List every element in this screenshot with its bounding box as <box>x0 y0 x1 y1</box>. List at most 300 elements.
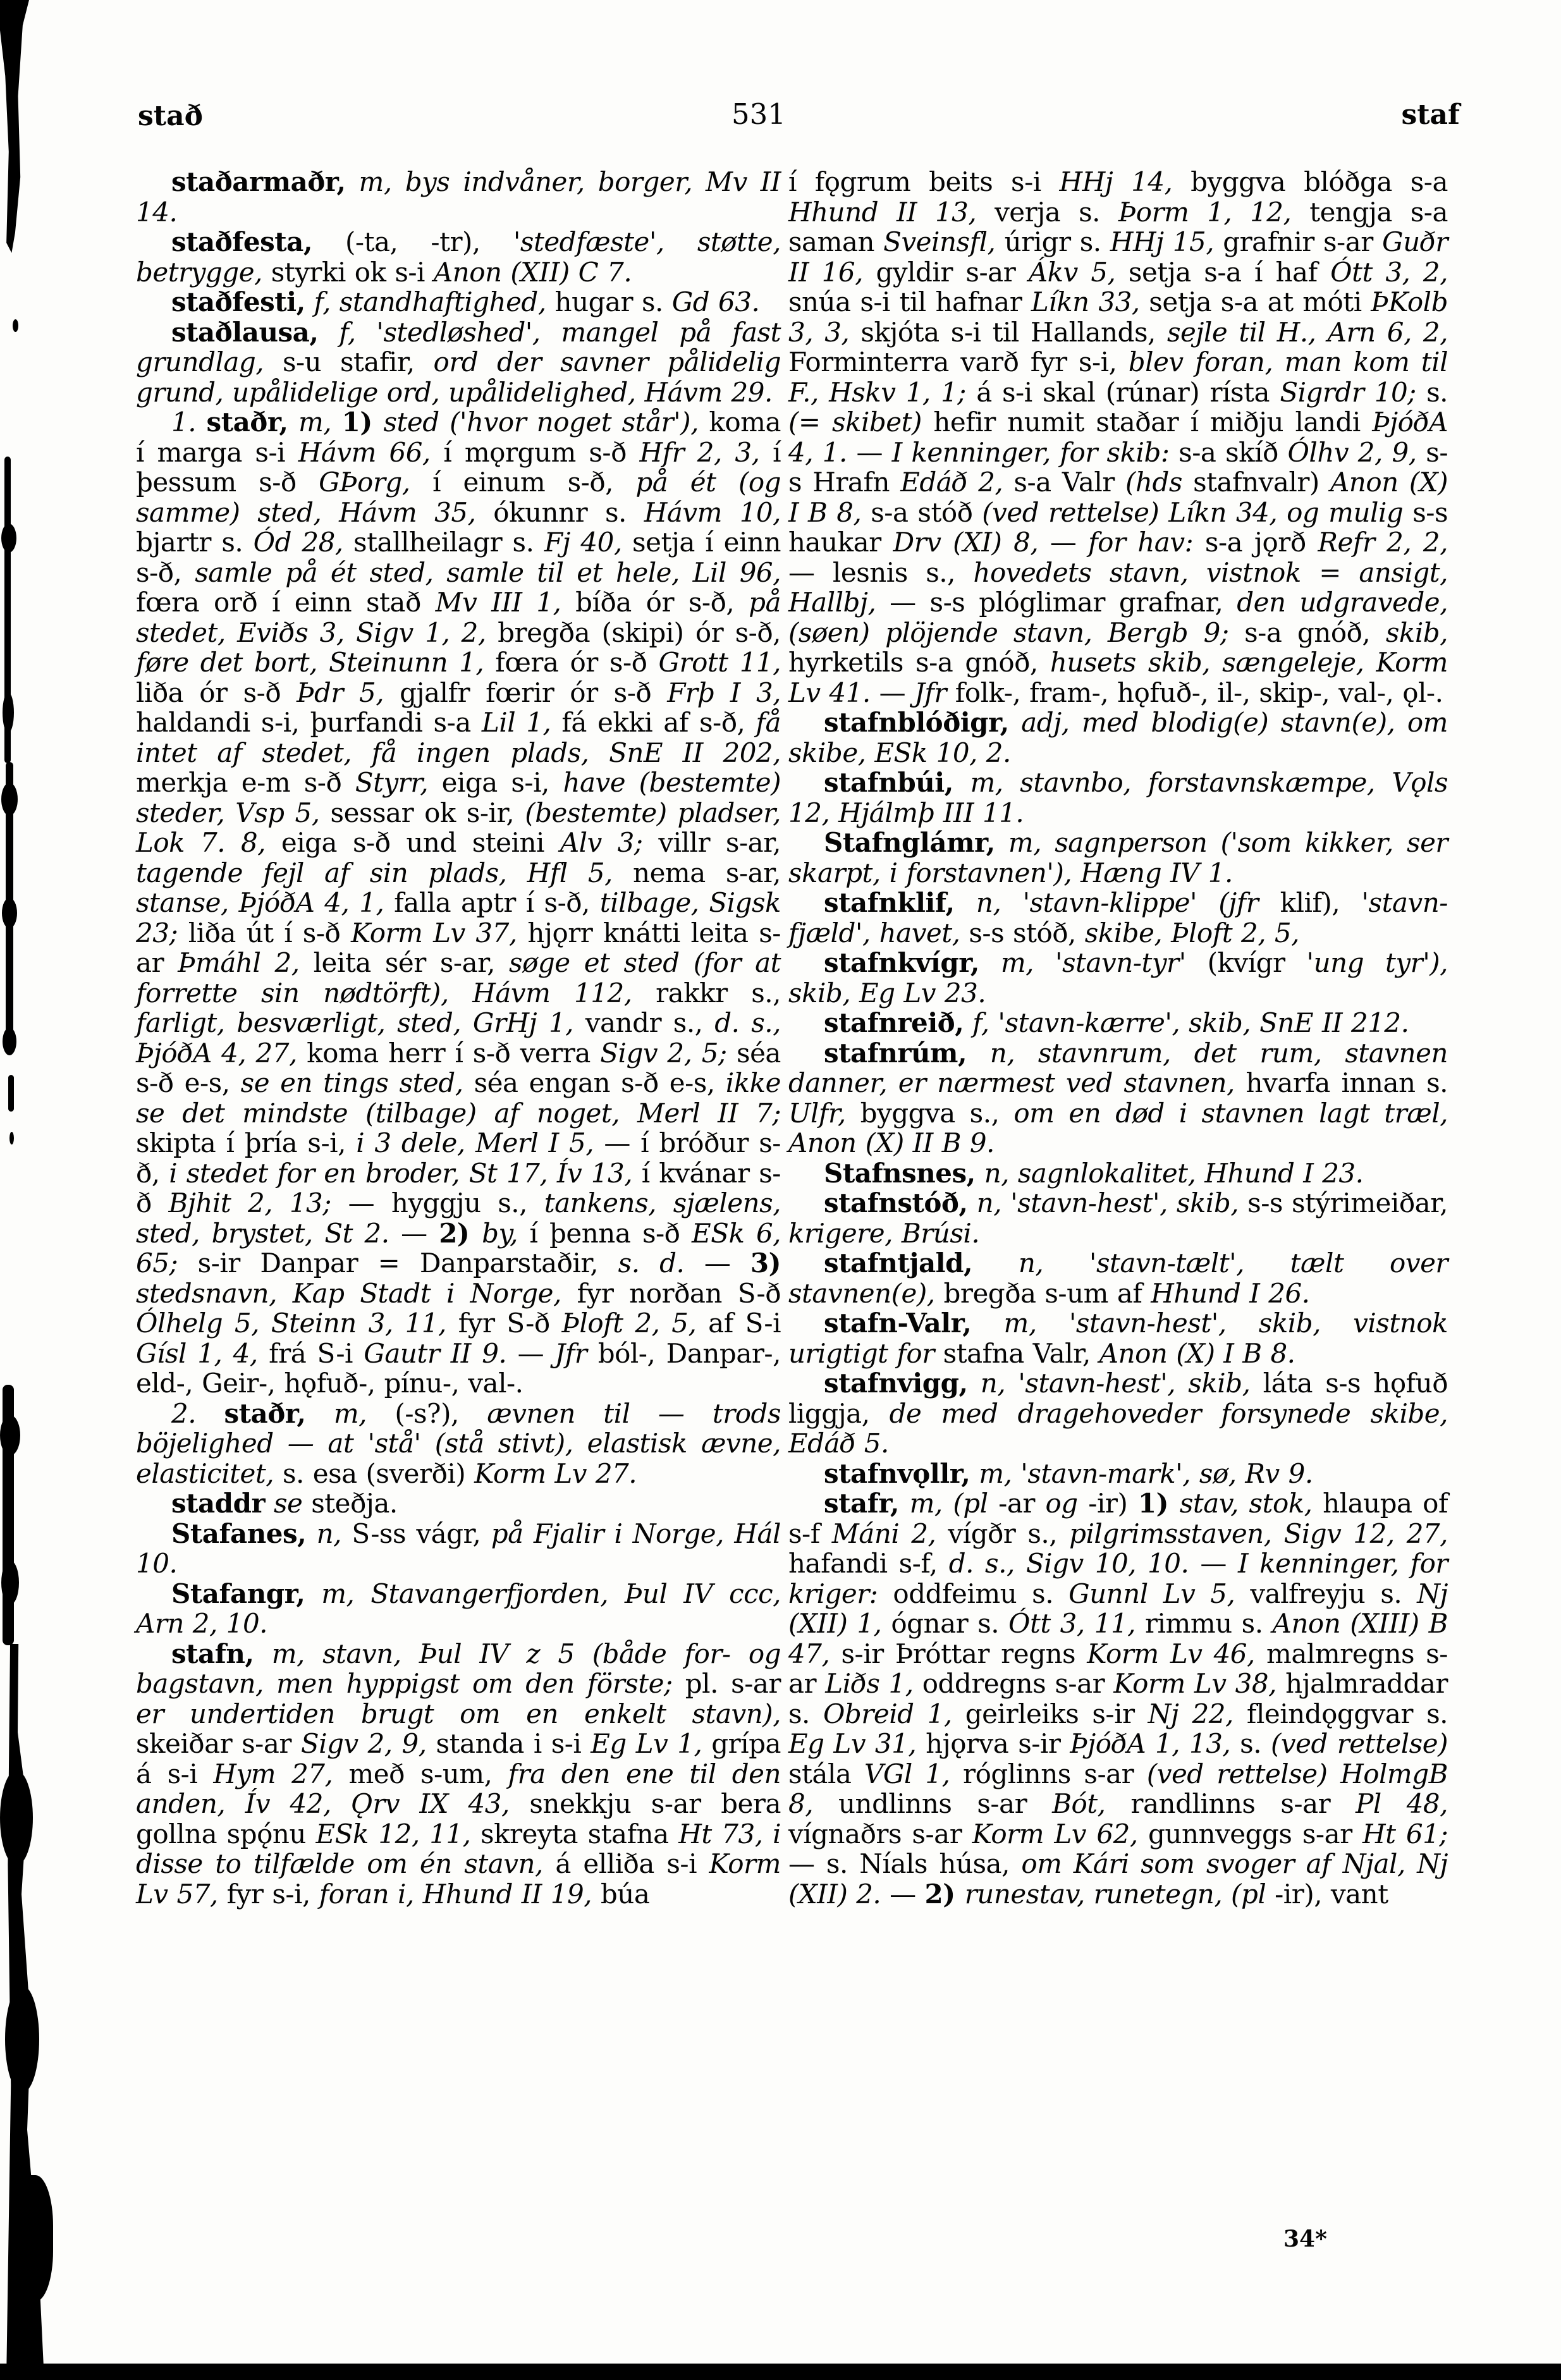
text-segment: -ir) <box>1077 1488 1138 1519</box>
text-segment: blev foran, man kom til F., Hskv 1, 1; <box>788 347 1448 408</box>
text-segment: Pl 48, <box>1356 1788 1448 1819</box>
text-segment: Korm Lv 37, <box>351 917 517 948</box>
text-segment: — <box>506 1337 555 1369</box>
text-segment: Þorm 1, 12, <box>1118 196 1292 228</box>
text-segment: — <box>684 1248 750 1279</box>
text-segment: pl. s-ar <box>672 1668 781 1699</box>
text-segment: séa engan s-ð e-s, <box>463 1067 726 1098</box>
text-segment: I kenninger, for skib: <box>891 436 1170 468</box>
headword: stafn, <box>171 1638 254 1669</box>
text-segment: krigere, Brúsi. <box>788 1217 980 1249</box>
text-segment: í þessum s-ð <box>136 436 781 498</box>
dictionary-entry <box>788 948 1448 1008</box>
scan-artifact <box>2 898 17 928</box>
text-segment: setja í einn s-ð, <box>136 527 781 588</box>
text-segment: Ulfr, <box>788 1097 846 1129</box>
text-segment: runestav, runetegn, (pl <box>964 1878 1266 1910</box>
text-segment: s-s Hrafn <box>788 436 1448 498</box>
text-segment: fleindǫggvar s. <box>1233 1698 1448 1729</box>
text-segment: m, Stavangerfjorden, Þul IV ccc, Arn 2, 10. <box>136 1578 781 1639</box>
headword: stafnstóð, <box>824 1187 968 1218</box>
text-segment: liða ór s-ð <box>136 677 297 708</box>
text-segment: få intet af stedet, få ingen plads, SnE II 202, <box>136 707 781 768</box>
headword: staðarmaðr, <box>171 166 346 197</box>
text-segment: rakkr s., <box>632 977 781 1009</box>
text-segment: séa s-ð e-s, <box>136 1037 781 1098</box>
text-segment: m, sagnperson ('som kikker, ser skarpt, i forstavnen'), Hæng IV 1. <box>788 827 1448 888</box>
text-segment: leita sér s-ar, <box>299 947 510 978</box>
text-segment: s-s stýrimeiðar, <box>1239 1187 1448 1218</box>
headword: stafnreið, <box>824 1007 964 1038</box>
text-segment: bíða ór s-ð, <box>561 587 749 618</box>
text-segment: ÞjóðA 4, 1. <box>788 407 1448 468</box>
text-segment: tankens, sjælens, sted, brystet, St 2. <box>136 1187 781 1249</box>
text-segment: adj, med blodig(e) stavn(e), om skibe, ESk 10, 2. <box>788 707 1448 768</box>
text-segment: sessar ok s-ir, <box>319 797 525 828</box>
text-segment: í kvánar s-ð <box>136 1157 781 1218</box>
text-segment: Ólhelg 5, Steinn 3, 11, <box>136 1308 446 1339</box>
text-segment: villr s-ar, <box>642 827 781 858</box>
text-segment: skibe, Þloft 2, 5, <box>1084 917 1299 948</box>
headword: Stafangr, <box>171 1578 305 1609</box>
text-segment: sted ('hvor noget står'), <box>383 407 699 438</box>
text-segment: Hávm 10, <box>644 496 781 528</box>
text-segment: 1) <box>341 407 384 438</box>
text-segment: hugar s. <box>546 286 672 317</box>
text-segment: Gautr II 9. <box>364 1337 507 1369</box>
dictionary-entry <box>136 287 781 317</box>
text-segment: Korm Lv 57, <box>136 1848 781 1910</box>
page-number: 531 <box>732 97 786 131</box>
dictionary-entry <box>136 317 781 408</box>
text-segment: geirleiks s-ir <box>952 1698 1148 1729</box>
text-segment: m, (pl <box>899 1488 988 1519</box>
headword: stafnvigg, <box>824 1368 968 1399</box>
text-segment: koma herr í s-ð verra <box>297 1037 601 1069</box>
text-segment: ævnen til — trods böjelighed — at 'stå' (stå stivt), elastisk ævne, elasticitet, <box>136 1397 781 1489</box>
text-segment: oddfeimu s. <box>878 1578 1069 1609</box>
text-segment: gunnveggs s-ar <box>1137 1818 1363 1849</box>
text-segment: — <box>847 436 892 468</box>
text-segment: Jfr <box>554 1337 587 1369</box>
text-segment: valfreyju s. <box>1235 1578 1417 1609</box>
text-segment: undlinns s-ar <box>813 1788 1053 1819</box>
text-segment: merkja e-m s-ð <box>136 767 355 798</box>
text-segment: f, 'stavn-kærre', skib, SnE II 212. <box>964 1007 1409 1038</box>
text-segment: skjóta s-i til Hallands, <box>849 316 1167 348</box>
scan-artifact <box>1 783 18 816</box>
text-segment: Fj 40, <box>544 527 622 558</box>
text-segment: n, 'stavn-hest', skib, <box>967 1368 1251 1399</box>
text-segment: setja s-a í haf <box>1115 256 1331 288</box>
text-segment: (ved rettelse) HolmgB 8, <box>788 1758 1448 1819</box>
text-segment: hvarfa innan s. <box>1234 1067 1448 1098</box>
text-segment: hjǫrr knátti leita s-ar <box>136 917 781 978</box>
text-segment: Líkn 33, <box>1031 286 1140 317</box>
text-segment: Ht 61; <box>1362 1818 1448 1849</box>
text-segment: Hhund II 13, <box>788 196 977 228</box>
text-segment: styrki ok s-i <box>262 256 434 288</box>
text-segment: stedsnavn, Kap Stadt i Norge, <box>136 1277 561 1309</box>
text-segment: 'stedfæste', støtte, betrygge, <box>136 226 781 288</box>
text-segment: foran i, Hhund II 19, <box>319 1878 592 1910</box>
text-segment: á s-i skal (rúnar) rísta <box>965 376 1280 408</box>
text-segment: — s. Níals húsa, <box>788 1848 1022 1879</box>
text-segment: steðja. <box>311 1488 398 1519</box>
dictionary-entry <box>788 1038 1448 1158</box>
text-segment: ESk 12, 11, <box>315 1818 471 1849</box>
text-segment: s-ir Danpar = Danparstaðir, <box>178 1248 618 1279</box>
text-segment: verja s. <box>976 196 1118 228</box>
right-column <box>788 167 1448 1909</box>
scan-artifact <box>0 1770 33 1865</box>
dictionary-entry <box>136 1579 781 1639</box>
text-segment: på Fjalir i Norge, Hál 10. <box>136 1518 781 1579</box>
text-segment: Obreid 1, <box>823 1698 952 1729</box>
text-segment: hjalmraddar s. <box>788 1668 1448 1729</box>
text-segment: Frþ I 3, <box>667 677 781 708</box>
text-segment: skib, <box>1385 616 1448 648</box>
dictionary-entry <box>136 1399 781 1489</box>
left-column <box>136 167 781 1909</box>
text-segment: om en død i stavnen lagt træl, Anon (X) II B 9. <box>788 1097 1448 1158</box>
text-segment: m, stavnbo, forstavnskæmpe, Vǫls 12, Hjálmþ III 11. <box>788 767 1448 828</box>
dictionary-entry <box>788 1488 1448 1909</box>
text-segment: róglinns s-ar <box>950 1758 1147 1789</box>
text-segment: í fǫgrum beits s-i <box>788 166 1060 197</box>
text-segment: f, 'stedløshed', mangel på fast grundlag, <box>136 316 781 377</box>
text-segment: n, 'stavn-klippe' (jfr <box>954 887 1259 918</box>
headword: staðfesti, <box>171 286 305 317</box>
text-segment: — í bróður s-ð, <box>136 1127 781 1189</box>
dictionary-entry <box>788 1368 1448 1459</box>
text-segment: (hds <box>1125 467 1182 498</box>
text-segment: stanse, ÞjóðA 4, 1, <box>136 887 384 918</box>
text-segment: Bjhit 2, 13; <box>168 1187 331 1218</box>
dictionary-entry <box>136 1519 781 1579</box>
scan-artifact <box>9 2175 53 2302</box>
text-segment: m, 'stavn-tyr' <box>979 947 1186 978</box>
dictionary-entry <box>136 1639 781 1910</box>
text-segment: ÞjóðA 1, 13, <box>1070 1728 1231 1759</box>
text-segment: fyr S-ð <box>446 1308 562 1339</box>
text-segment: Grott 11, <box>658 647 781 678</box>
text-segment: Korm Lv 38, <box>1113 1668 1276 1699</box>
text-segment: fyr s-i, <box>217 1878 319 1910</box>
text-segment: og <box>1045 1488 1078 1519</box>
text-segment: tagende fejl af sin plads, Hfl 5, <box>136 857 613 888</box>
text-segment: Drv (XI) 8, <box>893 527 1039 558</box>
text-segment: Þmáhl 2, <box>178 947 300 978</box>
scan-artifact <box>0 1415 20 1456</box>
text-segment: Nj (XII) 1, <box>788 1578 1448 1639</box>
text-segment: stála <box>788 1758 865 1789</box>
text-segment: vígðr s., <box>936 1518 1070 1549</box>
text-segment: snúa s-i til hafnar <box>788 286 1031 317</box>
text-segment: 2) <box>924 1878 965 1910</box>
text-segment: gjalfr fœrir ór s-ð <box>384 677 668 708</box>
text-segment: standa i s-i <box>426 1728 591 1759</box>
text-segment: s. d. <box>618 1248 685 1279</box>
text-segment: n, stavnrum, det rum, stavnen danner, er nærmest ved stavnen, <box>788 1037 1448 1098</box>
text-segment: 1. <box>171 407 207 438</box>
dictionary-entry <box>136 1488 781 1519</box>
text-segment: s-a gnóð, <box>1228 616 1386 648</box>
text-segment: Forminterra varð fyr s-i, <box>788 347 1129 377</box>
headword: stafnrúm, <box>824 1037 967 1069</box>
headword: stafnklif, <box>824 887 955 918</box>
text-segment: m, 'stavn-hest', skib, vistnok urigtigt for <box>788 1308 1448 1369</box>
scan-artifact <box>13 319 18 332</box>
text-segment: (ved rettelse) Líkn 34, og mulig <box>982 496 1404 528</box>
text-segment: snekkju s-ar bera gollna spǫ́nu <box>136 1788 781 1849</box>
text-segment: n, 'stavn-hest', skib, <box>967 1187 1239 1218</box>
text-segment: Ótt 3, 11, <box>1008 1608 1136 1639</box>
text-segment: í mǫrgum s-ð <box>430 436 640 468</box>
text-segment: vandr s., <box>573 1007 715 1038</box>
text-segment: i 3 dele, Merl I 5, <box>356 1127 594 1158</box>
scan-artifact <box>9 1132 14 1144</box>
text-segment: byggva s., <box>845 1097 1014 1129</box>
text-segment: hlaupa of s-f <box>788 1488 1448 1549</box>
dictionary-entry <box>788 1308 1448 1368</box>
text-segment: Sigrdr 10; <box>1280 376 1416 408</box>
text-segment: Þloft 2, 5, <box>561 1308 697 1339</box>
text-segment: setja s-a at móti <box>1139 286 1371 317</box>
scan-artifact <box>0 0 29 253</box>
text-segment: m, <box>305 1397 367 1429</box>
text-segment: s-a jǫrð <box>1193 527 1318 558</box>
text-segment: Jfr <box>914 677 946 708</box>
text-segment: stafnvalr) <box>1182 467 1330 498</box>
text-segment: s-ir Þróttar regns <box>829 1638 1087 1669</box>
text-segment: n, <box>306 1518 342 1549</box>
text-segment: de med dragehoveder forsynede skibe, Edáð 5. <box>788 1397 1448 1459</box>
text-segment: f, standhaftighed, <box>305 286 546 317</box>
text-segment: 3) <box>750 1248 781 1279</box>
text-segment: Sveinsfl, <box>883 226 996 257</box>
dictionary-entry <box>788 1459 1448 1489</box>
text-segment: Anon (XII) C 7. <box>433 256 632 288</box>
dictionary-entry <box>788 1158 1448 1189</box>
text-segment: hyrketils s-a gnóð, <box>788 647 1050 678</box>
text-segment: Sigv 2, 9, <box>300 1728 427 1759</box>
text-segment: fœra orð í einn stað <box>136 587 436 618</box>
text-segment: Anon (X) I B 8. <box>1099 1337 1295 1369</box>
text-segment: — hyggju s., <box>331 1187 544 1218</box>
text-segment: (ved rettelse) <box>1270 1728 1448 1759</box>
text-segment: ikke se det mindste (tilbage) af noget, Merl II 7; <box>136 1067 781 1129</box>
text-segment: eiga s-i, <box>428 767 563 798</box>
text-segment: ord der savner pålidelig grund, upålidelige ord, upålidelighed, Hávm 29. <box>136 347 781 408</box>
text-segment: Edáð 2, <box>900 467 1003 498</box>
text-segment: Máni 2, <box>831 1518 936 1549</box>
dictionary-entry <box>788 1008 1448 1038</box>
text-segment: (-ta, -tr), <box>312 226 513 257</box>
text-segment: på ét (og samme) sted, Hávm 35, <box>136 467 781 528</box>
text-segment: grípa á s-i <box>136 1728 781 1789</box>
text-segment: s-u stafir, <box>264 347 434 377</box>
text-segment: d. s., Sigv 10, 10. <box>948 1548 1189 1579</box>
text-segment: staðr, <box>224 1397 306 1429</box>
text-segment: oddregns s-ar <box>913 1668 1114 1699</box>
text-segment: 2. <box>171 1397 224 1429</box>
text-segment: skreyta stafna <box>470 1818 679 1849</box>
text-segment: — <box>870 677 914 708</box>
text-segment: Þdr 5, <box>297 677 384 708</box>
text-segment: hjǫrva s-ir <box>916 1728 1070 1759</box>
text-segment: I kenninger, for kriger: <box>788 1548 1448 1609</box>
headword: staddr <box>171 1488 266 1519</box>
text-segment: ókunnr s. <box>475 496 644 528</box>
text-segment: í einum s-ð, <box>410 467 636 498</box>
headword: stafr, <box>824 1488 900 1519</box>
text-segment: s-a stóð <box>861 496 983 528</box>
printers-signature-mark: 34* <box>1283 2226 1327 2252</box>
text-segment: byggva blóðga s-a <box>1172 166 1448 197</box>
text-segment: den udgravede, (søen) plöjende stavn, Bergb 9; <box>788 587 1448 648</box>
text-segment: fyr norðan S-ð <box>561 1277 781 1309</box>
text-segment: (= skibet) <box>788 407 922 438</box>
dictionary-entry <box>136 227 781 287</box>
text-segment: 'ung tyr'), skib, Eg Lv 23. <box>788 947 1448 1009</box>
text-segment: n, sagnlokalitet, Hhund I 23. <box>975 1157 1364 1189</box>
text-segment: sejle til H., Arn 6, 2, <box>1166 316 1448 348</box>
text-segment: HHj 15, <box>1110 226 1215 257</box>
text-segment: grafnir s-ar <box>1214 226 1383 257</box>
text-segment: koma í marga s-i <box>136 407 781 468</box>
text-segment: GÞorg, <box>319 467 410 498</box>
text-segment: by, <box>482 1217 518 1249</box>
text-segment: se en tings sted, <box>240 1067 463 1098</box>
text-segment: Eg Lv 31, <box>788 1728 917 1759</box>
dictionary-entry <box>788 828 1448 888</box>
text-segment: Gunnl Lv 5, <box>1068 1578 1235 1609</box>
text-segment: í þenna s-ð <box>518 1217 692 1249</box>
headword: stafnkvígr, <box>824 947 979 978</box>
text-segment: Hfr 2, 3, <box>639 436 760 468</box>
text-segment: búa <box>592 1878 650 1910</box>
text-segment: samle på ét sted, samle til et hele, Lil 96, <box>195 556 781 588</box>
text-segment: frá S-i <box>257 1337 364 1369</box>
text-segment: s-s stóð, <box>960 917 1085 948</box>
text-segment: bjartr s. <box>136 527 254 558</box>
headword: stafnbúi, <box>824 767 953 798</box>
text-segment: n, 'stavn-tælt', tælt over stavnen(e), <box>788 1248 1448 1309</box>
scan-artifact <box>8 1075 14 1112</box>
text-segment: fra den ene til den anden, Ív 42, Ǫrv IX 43, <box>136 1758 781 1819</box>
text-segment: klif), <box>1258 887 1340 918</box>
text-segment: (kvígr <box>1185 947 1307 978</box>
text-segment: Mv III 1, <box>435 587 561 618</box>
scan-artifact <box>0 2364 1561 2380</box>
scan-artifact <box>5 1985 39 2093</box>
text-segment: Anon (XIII) B 47, <box>788 1608 1448 1669</box>
scan-artifact <box>3 692 14 733</box>
text-segment: 2) <box>439 1217 482 1249</box>
text-segment: stav, stok, <box>1179 1488 1313 1519</box>
text-segment: se <box>265 1488 312 1519</box>
text-segment: Eg Lv 1, <box>591 1728 702 1759</box>
text-segment: (-s?), <box>367 1397 487 1429</box>
text-segment: úrigr s. <box>995 226 1110 257</box>
text-segment: Ótt 3, 2, <box>1330 256 1448 288</box>
text-segment: m, 'stavn-mark', sø, Rv 9. <box>970 1457 1313 1489</box>
text-segment: Styrr, <box>355 767 429 798</box>
text-segment: Liðs 1, <box>825 1668 914 1699</box>
text-segment: s. esa (sverði) <box>274 1457 475 1489</box>
text-segment: pilgrimsstaven, Sigv 12, 27, <box>1069 1518 1448 1549</box>
text-segment: s-a Valr <box>1003 467 1126 498</box>
text-segment: — <box>1189 1548 1238 1579</box>
text-segment: ESk 6, 65; <box>136 1217 781 1279</box>
text-segment: Ólhv 2, 9, <box>1287 436 1417 468</box>
text-segment: — s-s plóglimar grafnar, <box>876 587 1237 618</box>
text-segment: — lesnis s., <box>788 556 974 588</box>
text-segment: hovedets stavn, vistnok = ansigt, Hallbj, <box>788 556 1448 618</box>
text-segment: farligt, besværligt, sted, GrHj 1, <box>136 1007 574 1038</box>
text-segment: Sigv 2, 5; <box>600 1037 727 1069</box>
dictionary-entry <box>136 167 781 227</box>
text-segment: (bestemte) pladser, Lok 7. 8, <box>136 797 781 858</box>
text-segment: Hym 27, <box>213 1758 333 1789</box>
text-segment: Refr 2, 2, <box>1318 527 1448 558</box>
text-segment: Ákv 5, <box>1028 256 1116 288</box>
text-segment: føre det bort, Steinunn 1, <box>136 647 484 678</box>
headword: Stafnglámr, <box>824 827 995 858</box>
scan-artifact <box>1 1561 19 1605</box>
guide-word-right: staf <box>1401 99 1460 131</box>
text-segment: hafandi s-f, <box>788 1548 949 1579</box>
text-segment: i stedet for en broder, St 17, Ív 13, <box>169 1157 633 1189</box>
text-segment: ógnar s. <box>881 1608 1009 1639</box>
text-segment: með s-um, <box>333 1758 508 1789</box>
text-segment: liða út í s-ð <box>178 917 352 948</box>
text-segment: om Kári som svoger af Njal, Nj (XII) 2. <box>788 1848 1448 1910</box>
text-segment: á elliða s-i <box>542 1848 709 1879</box>
text-segment: s. <box>1230 1728 1271 1759</box>
text-segment: randlinns s-ar <box>1105 1788 1356 1819</box>
text-segment: staðr, <box>206 407 288 438</box>
text-segment: ÞKolb 3, 3, <box>788 286 1448 348</box>
dictionary-entry <box>788 768 1448 828</box>
text-segment: Hhund I 26. <box>1151 1277 1310 1309</box>
headword: stafntjald, <box>824 1248 973 1279</box>
text-segment: af S-i <box>696 1308 781 1339</box>
text-segment: rimmu s. <box>1136 1608 1273 1639</box>
headword: Stafnsnes, <box>824 1157 976 1189</box>
text-segment: skeiðar s-ar <box>136 1728 301 1759</box>
text-segment: Korm Lv 62, <box>972 1818 1138 1849</box>
text-segment: er undertiden brugt om en enkelt stavn), <box>136 1698 781 1729</box>
text-segment: Ód 28, <box>253 527 343 558</box>
text-segment: skipta í þría s-i, <box>136 1127 357 1158</box>
text-segment: hefir numit staðar í miðju landi <box>921 407 1373 438</box>
text-segment: haldandi s-i, þurfandi s-a <box>136 707 482 738</box>
text-segment: have (bestemte) steder, Vsp 5, <box>136 767 781 828</box>
text-segment: malmregns s-ar <box>788 1638 1448 1699</box>
headword: Stafanes, <box>171 1518 307 1549</box>
text-segment: — <box>389 1217 439 1249</box>
text-segment: — <box>1038 527 1089 558</box>
text-segment: -ir), vant <box>1266 1878 1388 1910</box>
headword: staðlausa, <box>171 316 319 348</box>
text-segment: m, <box>288 407 342 438</box>
text-segment: stafna Valr, <box>943 1337 1099 1369</box>
text-segment: Ht 73, i disse to tilfælde om én stavn, <box>136 1818 781 1879</box>
scan-artifact <box>1 524 16 553</box>
dictionary-entry <box>788 1188 1448 1248</box>
